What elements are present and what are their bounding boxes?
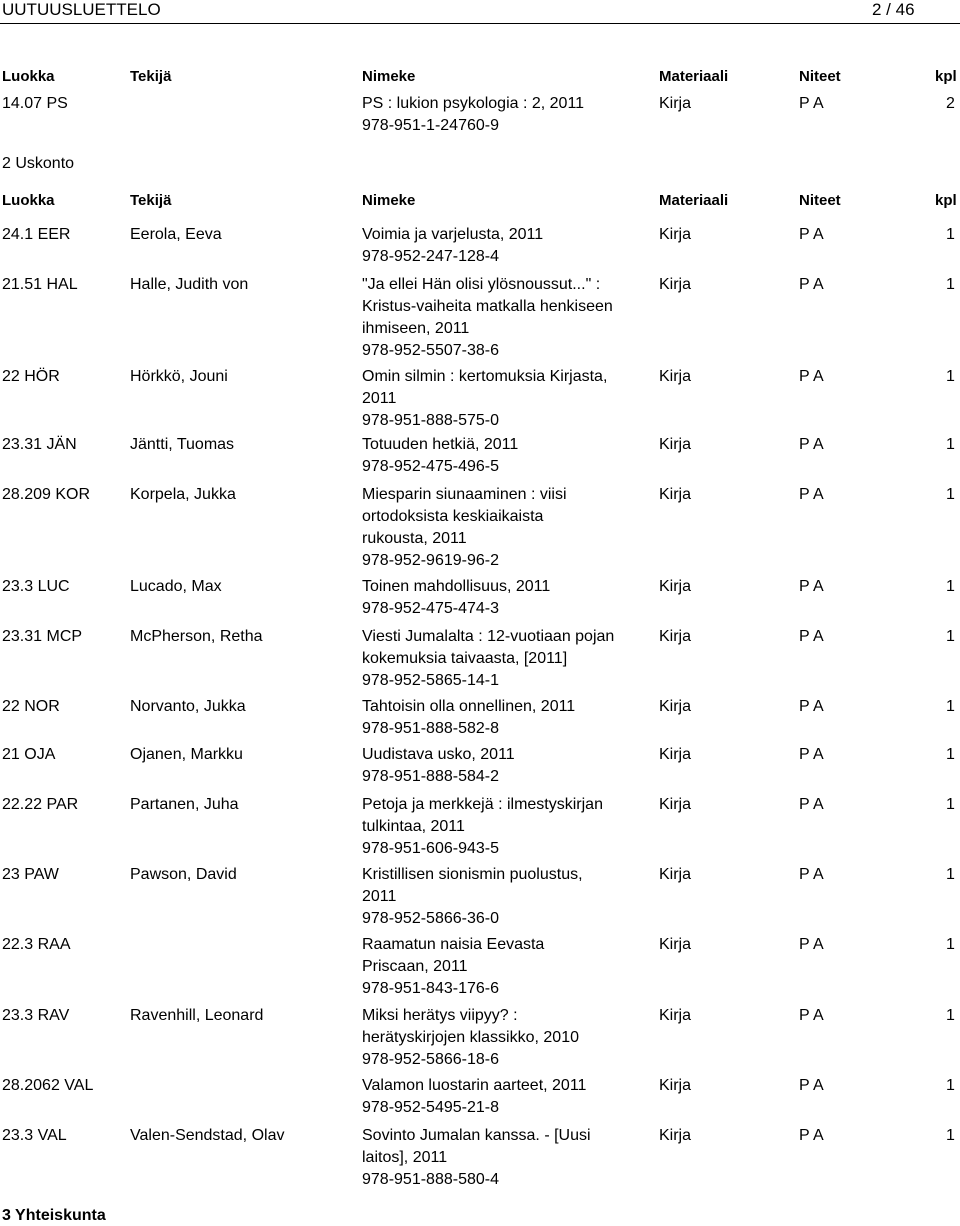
cell-tekija: Halle, Judith von: [130, 276, 249, 293]
cell-nimeke-line: Kristus-vaiheita matkalla henkiseen: [362, 298, 613, 315]
cell-materiaali: Kirja: [659, 866, 692, 883]
cell-kpl: 2: [946, 95, 955, 112]
cell-luokka: 28.209 KOR: [2, 486, 91, 503]
cell-nimeke-line: Valamon luostarin aarteet, 2011: [362, 1077, 587, 1094]
section-title-yhteiskunta: 3 Yhteiskunta: [2, 1207, 106, 1224]
col-header-kpl: kpl: [935, 192, 957, 209]
cell-nimeke-isbn: 978-952-5865-14-1: [362, 672, 499, 689]
col-header-tekija: Tekijä: [130, 192, 172, 209]
cell-luokka: 21.51 HAL: [2, 276, 78, 293]
cell-tekija: Ravenhill, Leonard: [130, 1007, 264, 1024]
cell-luokka: 23.31 MCP: [2, 628, 83, 645]
cell-niteet: P A: [799, 95, 824, 112]
cell-luokka: 28.2062 VAL: [2, 1077, 94, 1094]
cell-nimeke-isbn: 978-951-888-580-4: [362, 1171, 499, 1188]
cell-materiaali: Kirja: [659, 628, 692, 645]
cell-luokka: 23.31 JÄN: [2, 436, 77, 453]
cell-luokka: 23.3 RAV: [2, 1007, 70, 1024]
cell-niteet: P A: [799, 276, 824, 293]
cell-materiaali: Kirja: [659, 698, 692, 715]
cell-materiaali: Kirja: [659, 1007, 692, 1024]
cell-materiaali: Kirja: [659, 1077, 692, 1094]
cell-tekija: Valen-Sendstad, Olav: [130, 1127, 285, 1144]
cell-nimeke-isbn: 978-952-9619-96-2: [362, 552, 499, 569]
cell-luokka: 23.3 VAL: [2, 1127, 67, 1144]
cell-nimeke-line: laitos], 2011: [362, 1149, 448, 1166]
cell-kpl: 1: [946, 698, 955, 715]
cell-nimeke-isbn: 978-951-888-575-0: [362, 412, 499, 429]
cell-nimeke-line: 2011: [362, 888, 397, 905]
cell-nimeke-line: Miksi herätys viipyy? :: [362, 1007, 518, 1024]
cell-nimeke-isbn: 978-952-247-128-4: [362, 248, 499, 265]
cell-materiaali: Kirja: [659, 796, 692, 813]
cell-nimeke-isbn: 978-951-606-943-5: [362, 840, 499, 857]
cell-nimeke-line: Kristillisen sionismin puolustus,: [362, 866, 583, 883]
cell-kpl: 1: [946, 436, 955, 453]
cell-kpl: 1: [946, 578, 955, 595]
cell-kpl: 1: [946, 628, 955, 645]
cell-tekija: Partanen, Juha: [130, 796, 239, 813]
cell-niteet: P A: [799, 368, 824, 385]
page-number: 2 / 46: [872, 0, 915, 19]
cell-nimeke-line: 2011: [362, 390, 397, 407]
cell-kpl: 1: [946, 1007, 955, 1024]
cell-nimeke-line: herätyskirjojen klassikko, 2010: [362, 1029, 579, 1046]
cell-niteet: P A: [799, 436, 824, 453]
cell-tekija: Hörkkö, Jouni: [130, 368, 228, 385]
cell-nimeke-line: Miesparin siunaaminen : viisi: [362, 486, 567, 503]
col-header-luokka: Luokka: [2, 192, 55, 209]
cell-niteet: P A: [799, 746, 824, 763]
col-header-niteet: Niteet: [799, 192, 841, 209]
cell-niteet: P A: [799, 1007, 824, 1024]
cell-luokka: 22.22 PAR: [2, 796, 79, 813]
cell-nimeke-line: Totuuden hetkiä, 2011: [362, 436, 519, 453]
cell-materiaali: Kirja: [659, 368, 692, 385]
cell-kpl: 1: [946, 746, 955, 763]
cell-nimeke-isbn: 978-952-475-496-5: [362, 458, 499, 475]
cell-materiaali: Kirja: [659, 436, 692, 453]
cell-nimeke-isbn: 978-951-888-584-2: [362, 768, 499, 785]
cell-nimeke-line: Omin silmin : kertomuksia Kirjasta,: [362, 368, 608, 385]
cell-nimeke-line: Raamatun naisia Eevasta: [362, 936, 545, 953]
cell-tekija: Lucado, Max: [130, 578, 222, 595]
cell-nimeke-line: PS : lukion psykologia : 2, 2011: [362, 95, 585, 112]
cell-kpl: 1: [946, 486, 955, 503]
cell-materiaali: Kirja: [659, 95, 692, 112]
cell-niteet: P A: [799, 1127, 824, 1144]
cell-niteet: P A: [799, 796, 824, 813]
cell-kpl: 1: [946, 936, 955, 953]
cell-nimeke-isbn: 978-951-888-582-8: [362, 720, 499, 737]
cell-materiaali: Kirja: [659, 578, 692, 595]
cell-kpl: 1: [946, 796, 955, 813]
cell-materiaali: Kirja: [659, 226, 692, 243]
cell-nimeke-isbn: 978-952-475-474-3: [362, 600, 499, 617]
cell-nimeke-line: Voimia ja varjelusta, 2011: [362, 226, 544, 243]
cell-nimeke-line: Petoja ja merkkejä : ilmestyskirjan: [362, 796, 603, 813]
header-rule: [0, 23, 960, 24]
cell-luokka: 14.07 PS: [2, 95, 68, 112]
page-header: [0, 0, 960, 24]
cell-tekija: Norvanto, Jukka: [130, 698, 246, 715]
cell-niteet: P A: [799, 628, 824, 645]
cell-nimeke-line: Toinen mahdollisuus, 2011: [362, 578, 551, 595]
cell-materiaali: Kirja: [659, 936, 692, 953]
cell-luokka: 22.3 RAA: [2, 936, 71, 953]
cell-nimeke-line: Viesti Jumalalta : 12-vuotiaan pojan: [362, 628, 615, 645]
cell-materiaali: Kirja: [659, 276, 692, 293]
cell-nimeke-line: "Ja ellei Hän olisi ylösnoussut..." :: [362, 276, 601, 293]
cell-tekija: Korpela, Jukka: [130, 486, 236, 503]
cell-luokka: 24.1 EER: [2, 226, 71, 243]
cell-niteet: P A: [799, 486, 824, 503]
cell-tekija: Pawson, David: [130, 866, 237, 883]
section-title-uskonto: 2 Uskonto: [2, 155, 75, 172]
cell-kpl: 1: [946, 1077, 955, 1094]
cell-nimeke-isbn: 978-952-5495-21-8: [362, 1099, 499, 1116]
cell-kpl: 1: [946, 276, 955, 293]
col-header-nimeke: Nimeke: [362, 68, 416, 85]
col-header-materiaali: Materiaali: [659, 192, 729, 209]
cell-luokka: 22 NOR: [2, 698, 60, 715]
cell-nimeke-line: ihmiseen, 2011: [362, 320, 470, 337]
cell-materiaali: Kirja: [659, 1127, 692, 1144]
cell-nimeke-line: tulkintaa, 2011: [362, 818, 465, 835]
cell-nimeke-line: kokemuksia taivaasta, [2011]: [362, 650, 568, 667]
cell-kpl: 1: [946, 226, 955, 243]
cell-nimeke-line: Uudistava usko, 2011: [362, 746, 515, 763]
cell-niteet: P A: [799, 578, 824, 595]
cell-tekija: Ojanen, Markku: [130, 746, 243, 763]
col-header-nimeke: Nimeke: [362, 192, 416, 209]
cell-kpl: 1: [946, 1127, 955, 1144]
cell-niteet: P A: [799, 866, 824, 883]
cell-kpl: 1: [946, 368, 955, 385]
cell-tekija: Eerola, Eeva: [130, 226, 222, 243]
cell-nimeke-isbn: 978-952-5507-38-6: [362, 342, 499, 359]
cell-nimeke-isbn: 978-951-843-176-6: [362, 980, 499, 997]
cell-tekija: McPherson, Retha: [130, 628, 263, 645]
cell-nimeke-line: ortodoksista keskiaikaista: [362, 508, 544, 525]
cell-nimeke-isbn: 978-951-1-24760-9: [362, 117, 499, 134]
cell-niteet: P A: [799, 1077, 824, 1094]
cell-materiaali: Kirja: [659, 486, 692, 503]
cell-nimeke-line: Tahtoisin olla onnellinen, 2011: [362, 698, 576, 715]
cell-nimeke-line: rukousta, 2011: [362, 530, 467, 547]
page-title: UUTUUSLUETTELO: [2, 0, 161, 19]
cell-niteet: P A: [799, 936, 824, 953]
cell-nimeke-isbn: 978-952-5866-18-6: [362, 1051, 499, 1068]
col-header-kpl: kpl: [935, 68, 957, 85]
cell-luokka: 21 OJA: [2, 746, 56, 763]
col-header-tekija: Tekijä: [130, 68, 172, 85]
col-header-materiaali: Materiaali: [659, 68, 729, 85]
col-header-niteet: Niteet: [799, 68, 841, 85]
cell-nimeke-line: Priscaan, 2011: [362, 958, 468, 975]
col-header-luokka: Luokka: [2, 68, 55, 85]
cell-kpl: 1: [946, 866, 955, 883]
cell-niteet: P A: [799, 698, 824, 715]
cell-nimeke-isbn: 978-952-5866-36-0: [362, 910, 499, 927]
cell-luokka: 23.3 LUC: [2, 578, 70, 595]
cell-materiaali: Kirja: [659, 746, 692, 763]
cell-nimeke-line: Sovinto Jumalan kanssa. - [Uusi: [362, 1127, 591, 1144]
cell-luokka: 23 PAW: [2, 866, 59, 883]
cell-luokka: 22 HÖR: [2, 368, 60, 385]
cell-tekija: Jäntti, Tuomas: [130, 436, 235, 453]
cell-niteet: P A: [799, 226, 824, 243]
